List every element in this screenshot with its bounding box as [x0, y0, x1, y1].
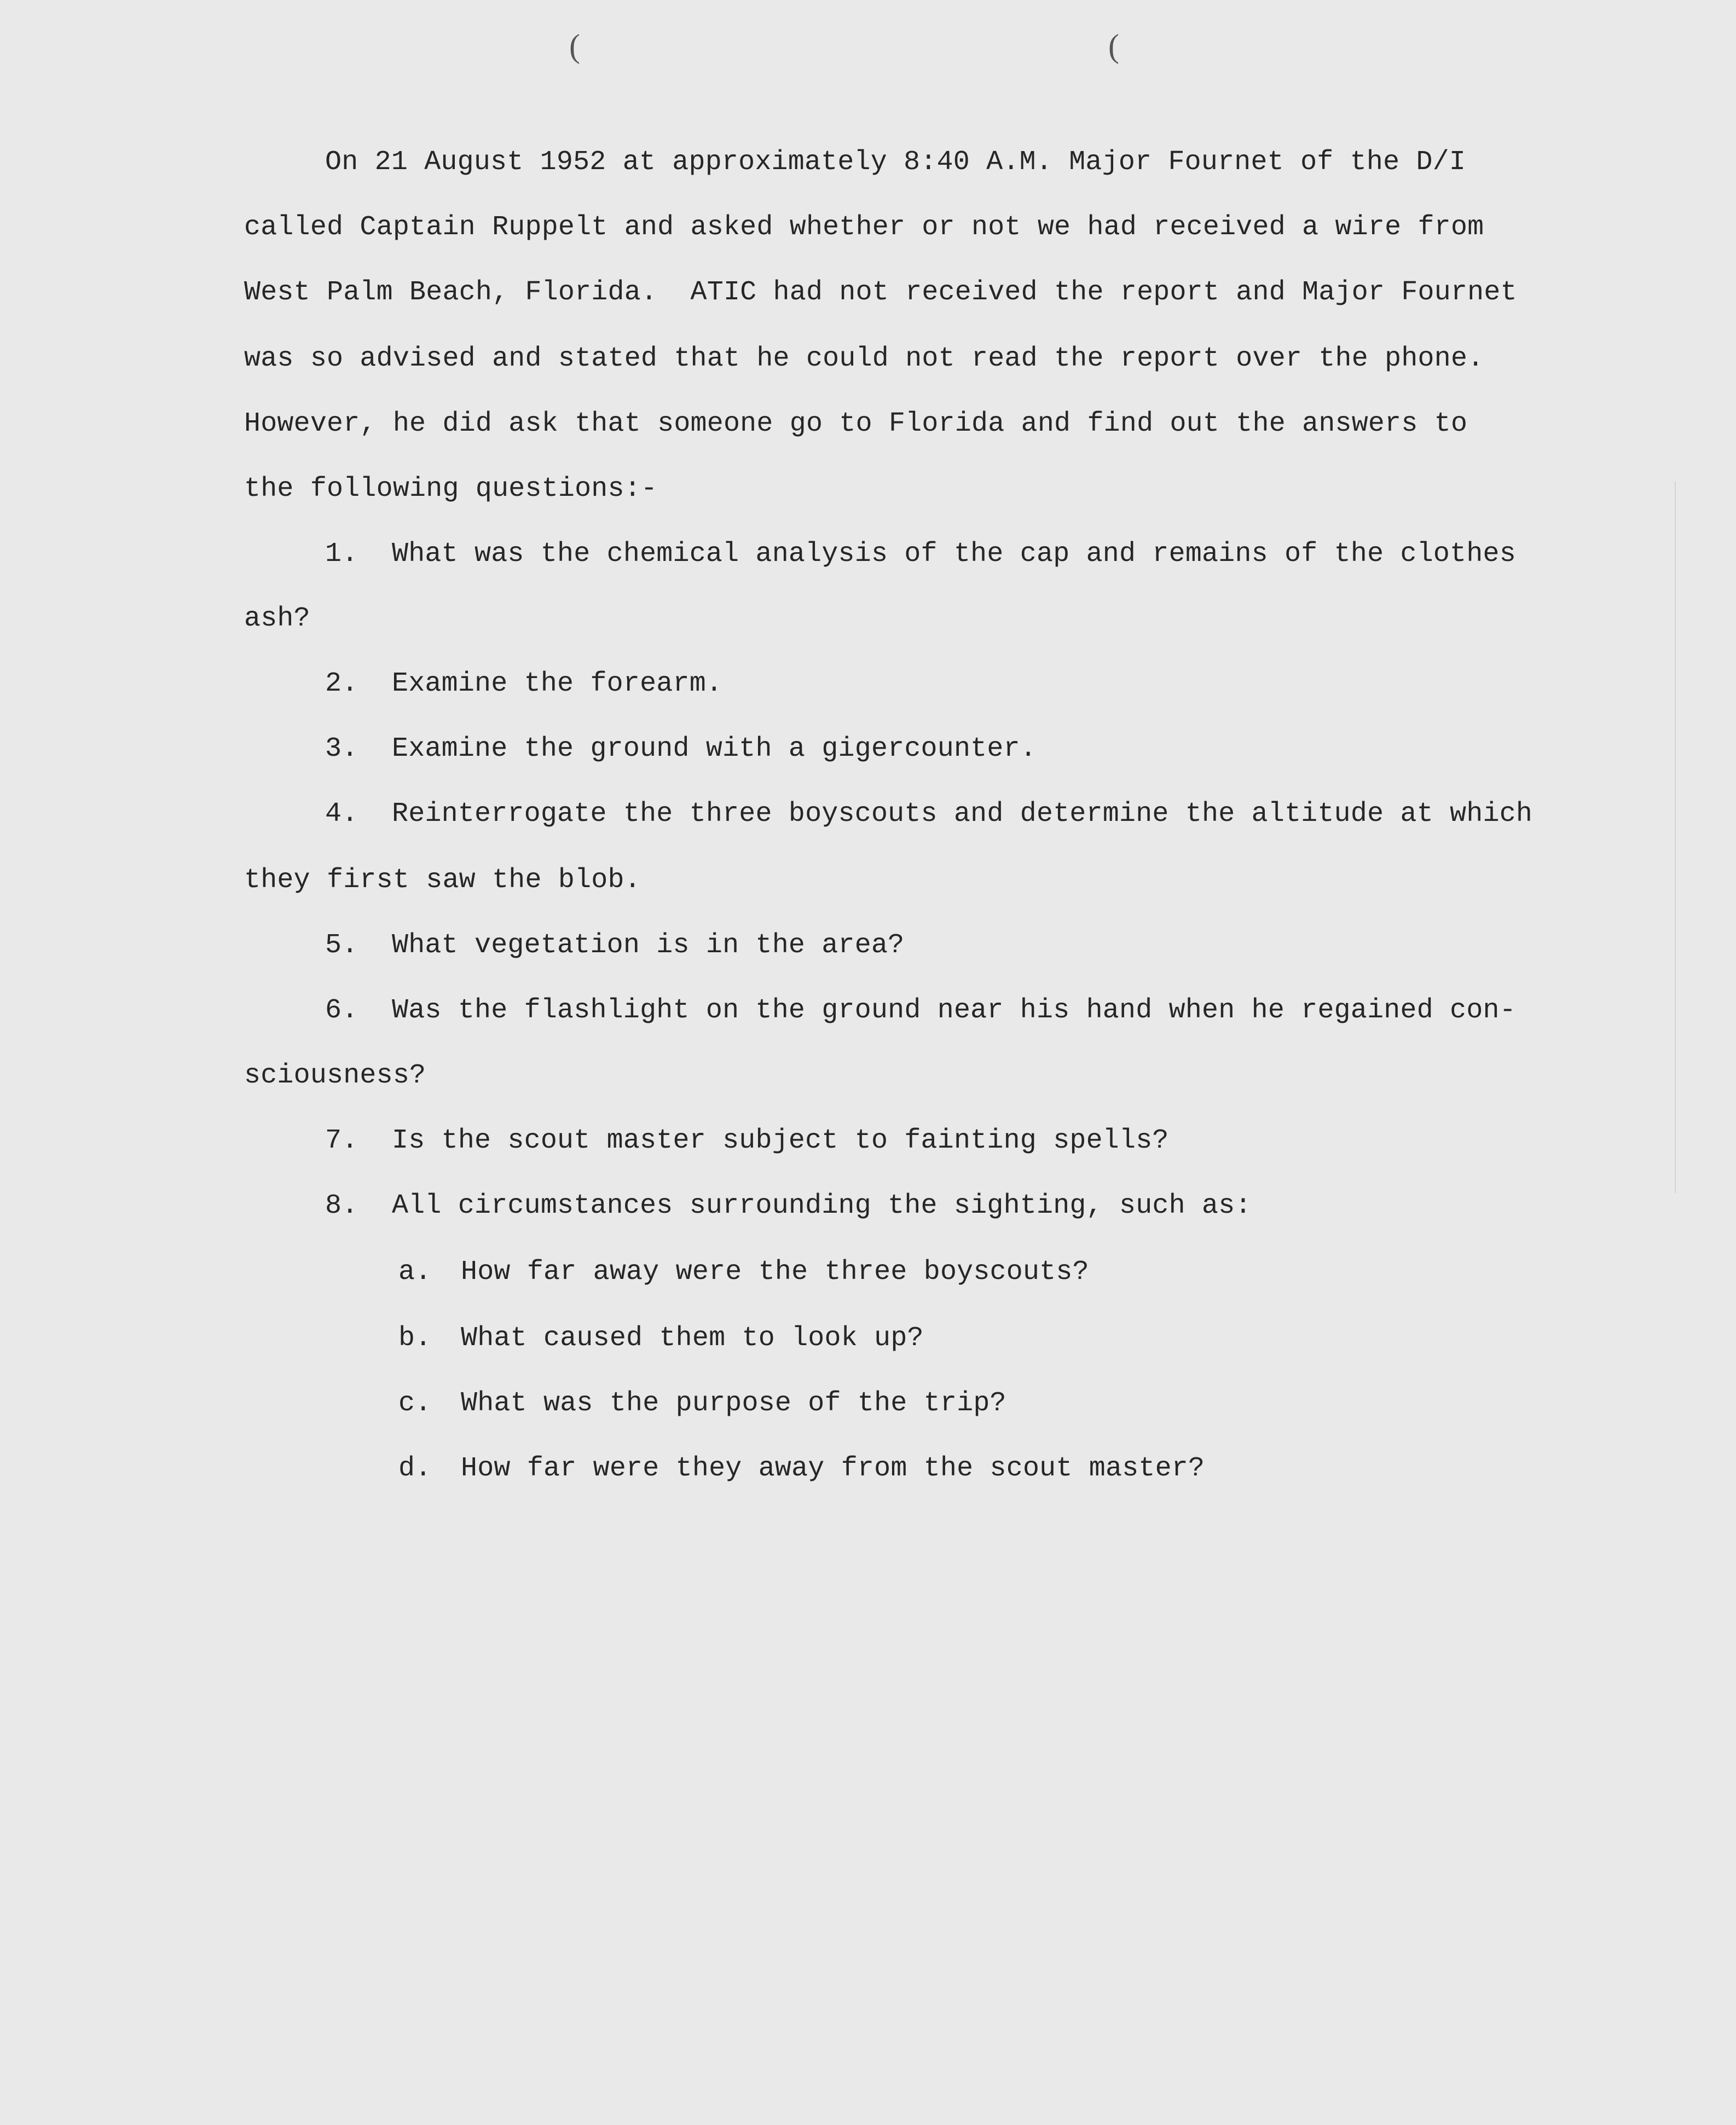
- intro-line: However, he did ask that someone go to Florida and find out the answers to: [244, 408, 1468, 439]
- question-continuation: ash?: [244, 603, 310, 634]
- question-text: What vegetation is in the area?: [392, 930, 905, 961]
- sub-question-letter: b.: [398, 1323, 432, 1354]
- sub-question-letter: c.: [398, 1388, 432, 1419]
- punch-mark-left: (: [569, 28, 580, 64]
- sub-question-letter: d.: [398, 1453, 432, 1484]
- intro-line: was so advised and stated that he could not read the report over the phone.: [244, 343, 1484, 374]
- question-number: 6.: [325, 995, 358, 1026]
- question-number: 7.: [325, 1125, 358, 1156]
- question-text: Examine the ground with a gigercounter.: [392, 733, 1037, 765]
- question-text: What was the chemical analysis of the cap and remains of the clothes: [392, 539, 1516, 570]
- question-text: All circumstances surrounding the sighting, such as:: [392, 1190, 1252, 1221]
- question-text: Was the flashlight on the ground near his hand when he regained con-: [392, 995, 1516, 1026]
- question-number: 1.: [325, 539, 358, 570]
- question-number: 8.: [325, 1190, 358, 1221]
- intro-line: the following questions:-: [244, 473, 658, 505]
- punch-mark-right: (: [1108, 28, 1119, 64]
- question-continuation: sciousness?: [244, 1060, 426, 1091]
- page-edge-line: [1675, 482, 1676, 1193]
- sub-question-text: How far away were the three boyscouts?: [461, 1257, 1089, 1288]
- sub-question-letter: a.: [398, 1257, 432, 1288]
- question-continuation: they first saw the blob.: [244, 865, 641, 896]
- question-number: 5.: [325, 930, 358, 961]
- question-text: Examine the forearm.: [392, 668, 723, 699]
- question-number: 3.: [325, 733, 358, 765]
- sub-question-text: What was the purpose of the trip?: [461, 1388, 1006, 1419]
- sub-question-text: How far were they away from the scout master?: [461, 1453, 1205, 1484]
- intro-line: called Captain Ruppelt and asked whether or not we had received a wire from: [244, 212, 1484, 243]
- intro-line: West Palm Beach, Florida. ATIC had not received the report and Major Fournet: [244, 277, 1517, 308]
- question-number: 4.: [325, 798, 358, 830]
- question-text: Reinterrogate the three boyscouts and determine the altitude at which: [392, 798, 1533, 830]
- sub-question-text: What caused them to look up?: [461, 1323, 924, 1354]
- intro-line: On 21 August 1952 at approximately 8:40 A.M. Major Fournet of the D/I: [325, 147, 1466, 178]
- question-text: Is the scout master subject to fainting spells?: [392, 1125, 1169, 1156]
- question-number: 2.: [325, 668, 358, 699]
